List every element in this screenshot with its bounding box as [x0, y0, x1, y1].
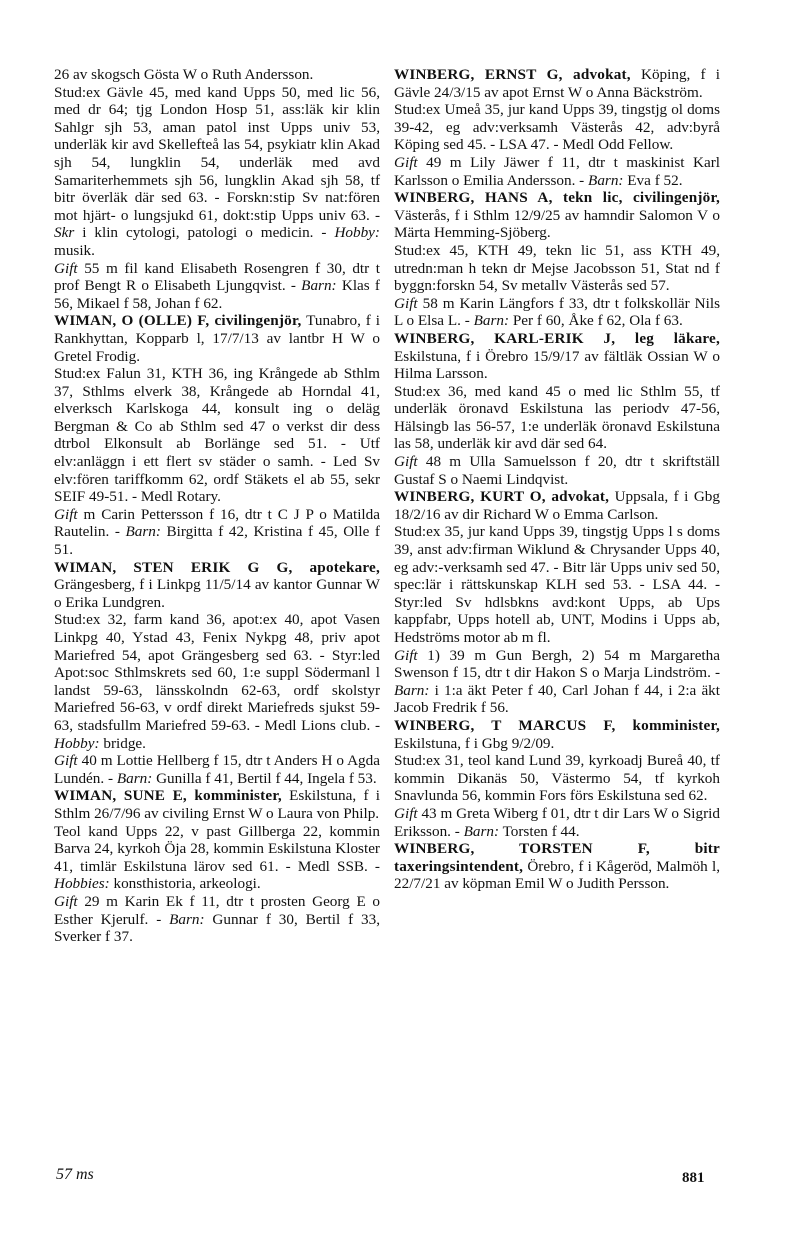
text-segment: i 1:a äkt Peter f 40, Carl Johan f 44, i 2:a äkt Jacob Fredrik f 56.: [394, 681, 720, 717]
text-segment: 29 m Karin Ek f 11, dtr t prosten Georg E o Esther Kjerulf. -: [54, 892, 380, 928]
text-segment: 49 m Lily Jäwer f 11, dtr t maskinist Karl Karlsson o Emilia Andersson. -: [394, 153, 720, 189]
text-segment: i klin cytologi, patologi o medicin. -: [74, 224, 335, 242]
italic-label: Skr: [54, 224, 75, 242]
text-segment: Gunilla f 41, Bertil f 44, Ingela f 53.: [152, 769, 377, 787]
entry-name: WINBERG, KARL-ERIK J, leg läkare,: [394, 329, 720, 347]
text-segment: m Carin Pettersson f 16, dtr t C J P o Matilda Rautelin. -: [54, 505, 380, 541]
italic-label: Hobbies:: [54, 875, 110, 893]
biography-entry: [394, 66, 720, 101]
text-segment: Torsten f 44.: [499, 822, 580, 840]
entry-name: WIMAN, STEN ERIK G G, apotekare,: [54, 558, 380, 576]
entry-name: WINBERG, T MARCUS F, komminister,: [394, 716, 720, 734]
text-segment: Stud:ex Umeå 35, jur kand Upps 39, tingstjg ol doms 39-42, eg adv:verksamh Västerås 42, adv:byrå Köping sed 45. - LSA 47. - Medl Odd Fellow.: [394, 101, 720, 154]
text-segment: Eskilstuna, f i Gbg 9/2/09.: [394, 734, 555, 752]
biography-paragraph: [54, 365, 380, 506]
biography-paragraph: [54, 506, 380, 559]
text-segment: konsthistoria, arkeologi.: [109, 875, 261, 893]
biography-paragraph: [54, 752, 380, 787]
italic-label: Hobby:: [54, 734, 100, 752]
biography-paragraph: [54, 84, 380, 260]
text-segment: Gunnar f 30, Bertil f 33, Sverker f 37.: [54, 910, 380, 946]
text-segment: Teol kand Upps 22, v past Gillberga 22, kommin Barva 24, kyrkoh Öja 28, kommin Eskilstuna Kloster 41, timlär Eskilstuna lärov sed 61. - Medl SSB. -: [54, 822, 380, 875]
italic-label: Barn:: [125, 523, 161, 541]
biography-paragraph: [394, 752, 720, 805]
italic-label: Gift: [54, 752, 78, 770]
text-segment: bridge.: [99, 734, 146, 752]
biography-entry: [394, 330, 720, 383]
biography-paragraph: [394, 154, 720, 189]
text-segment: Per f 60, Åke f 62, Ola f 63.: [509, 312, 683, 330]
biography-entry: [394, 488, 720, 523]
italic-label: Barn:: [473, 312, 510, 330]
biography-paragraph: [394, 295, 720, 330]
italic-label: Barn:: [463, 822, 500, 840]
text-segment: 55 m fil kand Elisabeth Rosengren f 30, dtr t prof Bengt R o Elisabeth Ljungqvist. -: [54, 259, 380, 295]
biography-paragraph: [54, 66, 380, 84]
biography-paragraph: [394, 242, 720, 295]
text-segment: Uppsala, f i Gbg 18/2/16 av dir Richard W o Emma Carlson.: [394, 488, 720, 523]
text-segment: musik.: [54, 241, 95, 259]
biography-entry: [394, 717, 720, 752]
text-segment: Stud:ex 36, med kand 45 o med lic Sthlm 55, tf underläk öronavd Eskilstuna las periodv 47-56, Hälsingb las 56-57, 1:e underläk öronavd Eskilstuna las 58, underläk kir avd där sed 64.: [394, 382, 720, 453]
text-segment: Stud:ex Falun 31, KTH 36, ing Krångede ab Sthlm 37, Sthlms elverk 38, Krångede ab Horndal 41, elverksch Karlskoga 44, konsult ing o deläg Bergman & Co ab Sthlm sed 47 o verkst dir dess dtrbol Elkonsult ab Borlänge sed 51. - Utf elv:anläggn i ett flert sv städer o samh. - Led Sv elv:fören tariffkomm 62, ordf Stäkets el ab 55, sekr SEIF 49-51. - Medl Rotary.: [54, 365, 380, 506]
text-segment: Klas f 56, Mikael f 58, Johan f 62.: [54, 277, 380, 312]
text-segment: Tunabro, f i Rankhyttan, Kopparb l, 17/7/13 av lantbr H W o Gretel Frodig.: [54, 312, 381, 365]
italic-label: Hobby:: [334, 224, 380, 242]
italic-label: Gift: [54, 892, 78, 910]
biography-paragraph: [54, 611, 380, 752]
italic-label: Barn:: [301, 277, 337, 295]
text-segment: Eskilstuna, f i Sthlm 26/7/96 av civiling Ernst W o Laura von Philp.: [54, 787, 380, 822]
text-segment: Grängesberg, f i Linkpg 11/5/14 av kantor Gunnar W o Erika Lundgren.: [54, 576, 380, 611]
printer-signature: 57 ms: [56, 1166, 94, 1183]
italic-label: Gift: [394, 453, 418, 471]
italic-label: Gift: [394, 294, 418, 312]
text-segment: Stud:ex Gävle 45, med kand Upps 50, med lic 56, med dr 64; tjg London Hosp 51, ass:läk kir klin Sahlgr sjh 53, aman patol inst Upps univ 53, underläk kir avd Skellefteå las 54, psykiatr klin Akad sjh 54, lungklin 54, underläk med avd Samariterhemmets sjh 56, lungklin Akad sjh 58, tf bitr överläk där sed 63. - Forskn:stip Sv nat:fören mot hjärt- o lungsjukd 61, dokt:stip Upps univ 63. -: [54, 83, 380, 224]
entry-name: WIMAN, O (OLLE) F, civilingenjör,: [54, 312, 302, 330]
italic-label: Barn:: [116, 769, 153, 787]
biography-paragraph: [394, 383, 720, 453]
italic-label: Gift: [54, 259, 78, 277]
italic-label: Gift: [394, 804, 418, 822]
entry-name: WINBERG, KURT O, advokat,: [394, 488, 610, 506]
italic-label: Gift: [394, 646, 418, 664]
text-segment: 40 m Lottie Hellberg f 15, dtr t Anders H o Agda Lundén. -: [54, 752, 380, 787]
text-segment: Västerås, f i Sthlm 12/9/25 av hamndir Salomon V o Märta Hemming-Sjöberg.: [394, 206, 720, 242]
italic-label: Barn:: [169, 910, 205, 928]
biography-paragraph: [394, 523, 720, 646]
text-segment: Stud:ex 45, KTH 49, tekn lic 51, ass KTH 49, utredn:man h tekn dr Mejse Jacobsson 51, Stat nd f byggn:forskn 54, Sv metallv Västerås sed 57.: [394, 241, 720, 295]
biography-paragraph: [394, 101, 720, 154]
biography-paragraph: [394, 805, 720, 840]
biography-entry: [54, 787, 380, 822]
entry-name: WINBERG, ERNST G, advokat,: [394, 66, 631, 83]
text-segment: 43 m Greta Wiberg f 01, dtr t dir Lars W o Sigrid Eriksson. -: [394, 804, 720, 840]
text-segment: Köping, f i Gävle 24/3/15 av apot Ernst W o Anna Bäckström.: [394, 66, 720, 101]
right-column: [394, 66, 720, 893]
biography-paragraph: [54, 823, 380, 893]
entry-name: WINBERG, TORSTEN F, bitr taxeringsintendent,: [394, 840, 720, 875]
biography-paragraph: [394, 647, 720, 717]
italic-label: Barn:: [394, 681, 430, 699]
italic-label: Gift: [394, 153, 418, 171]
text-segment: Örebro, f i Kågeröd, Malmöh l, 22/7/21 av köpman Emil W o Judith Persson.: [394, 857, 720, 893]
italic-label: Barn:: [588, 171, 624, 189]
text-segment: 26 av skogsch Gösta W o Ruth Andersson.: [54, 66, 314, 83]
biography-entry: [394, 189, 720, 242]
biography-paragraph: [54, 893, 380, 946]
italic-label: Gift: [54, 505, 78, 523]
page-number: 881: [682, 1170, 705, 1186]
biography-paragraph: [54, 260, 380, 313]
biography-entry: [54, 312, 380, 365]
text-segment: 58 m Karin Längfors f 33, dtr t folkskollär Nils L o Elsa L. -: [394, 294, 720, 330]
biography-entry: [394, 840, 720, 893]
entry-name: WIMAN, SUNE E, komminister,: [54, 787, 282, 805]
text-segment: Eskilstuna, f i Örebro 15/9/17 av fältläk Ossian W o Hilma Larsson.: [394, 347, 720, 383]
text-segment: Stud:ex 32, farm kand 36, apot:ex 40, apot Vasen Linkpg 40, Ystad 43, Fenix Nykpg 48, priv apot Mariefred 54, apot Grängesberg sed 63. - Styr:led Apot:soc Sthlmskrets sed 60, 1:e suppl Södermanl l landst 59-63, länsskolndn 62-63, ordf skolstyr Mariefred 56-63, v ordf direkt Mariefreds sjukst 59-63, stadsfullm Mariefred 59-63. - Medl Lions club. -: [54, 611, 380, 734]
text-segment: Stud:ex 35, jur kand Upps 39, tingstjg Upps l s doms 39, anst adv:firman Wiklund & Chrysander Upps 40, eg adv:-verksamh sed 47. - Bitr lär Upps univ sed 50, spec:lär i rättskunskap KLH sed 53. - LSA 44. - Styr:led Sv hdlsbkns avd:kont Upps, ab Ups kappfabr, Upps hotell ab, UNT, Modins i Upps ab, Hedströms motor ab m fl.: [394, 523, 720, 646]
left-column: [54, 66, 380, 946]
text-segment: 48 m Ulla Samuelsson f 20, dtr t skriftställ Gustaf S o Naemi Lindqvist.: [394, 453, 720, 488]
text-segment: 1) 39 m Gun Bergh, 2) 54 m Margaretha Swenson f 15, dtr t dir Hakon S o Marja Lindström. -: [394, 646, 720, 682]
biography-entry: [54, 559, 380, 612]
text-segment: Stud:ex 31, teol kand Lund 39, kyrkoadj Bureå 40, tf kommin Dikanäs 50, Västermo 54, tf kyrkoh Snavlunda 56, kommin Fors förs Eskilstuna sed 62.: [394, 752, 720, 805]
entry-name: WINBERG, HANS A, tekn lic, civilingenjör,: [394, 189, 720, 207]
biography-paragraph: [394, 453, 720, 488]
text-segment: Birgitta f 42, Kristina f 45, Olle f 51.: [54, 523, 380, 559]
text-segment: Eva f 52.: [623, 171, 683, 189]
